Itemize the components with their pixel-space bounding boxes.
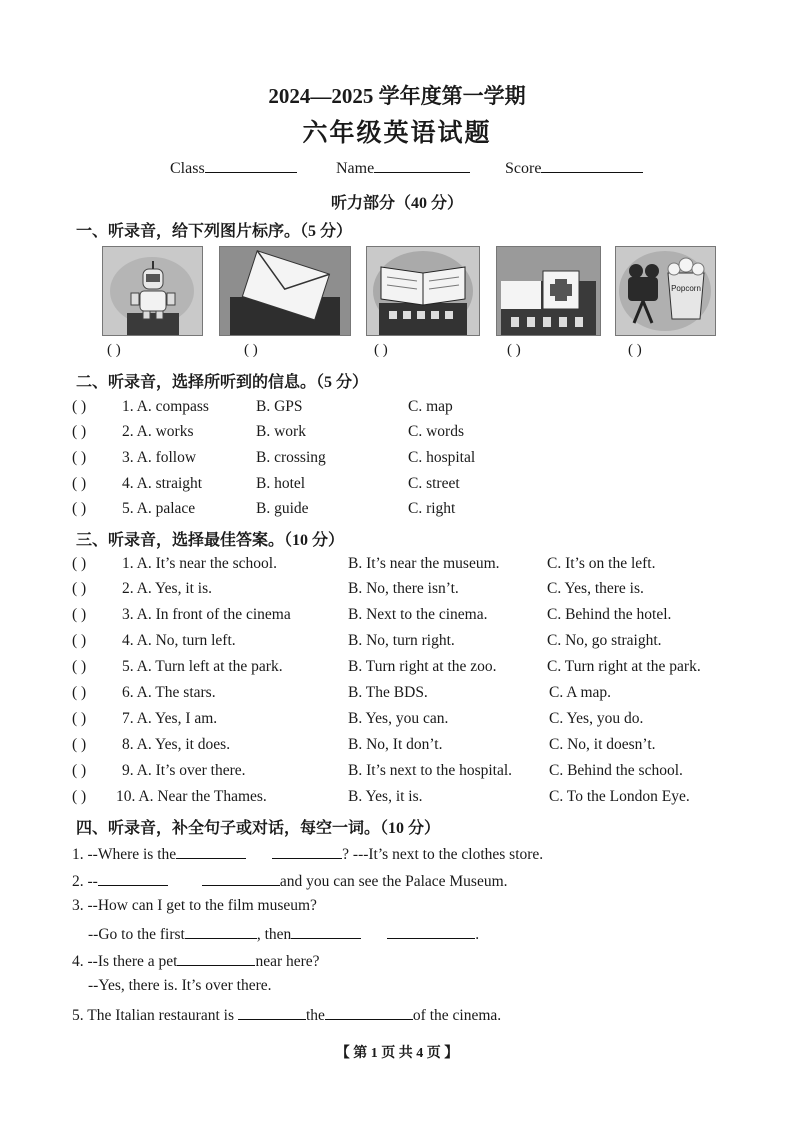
- q3-blank-3[interactable]: [387, 924, 475, 939]
- score-blank[interactable]: [541, 158, 643, 173]
- answer-bracket[interactable]: ( ): [72, 788, 87, 805]
- name-label: Name: [336, 160, 375, 177]
- option-c: C. right: [408, 500, 456, 517]
- picture-answer-1[interactable]: ( ): [107, 342, 121, 358]
- picture-answer-3[interactable]: ( ): [374, 342, 388, 358]
- picture-answer-2[interactable]: ( ): [244, 342, 258, 358]
- q2-blank-2[interactable]: [202, 871, 280, 886]
- section1-heading: 一、听录音，给下列图片标序。（5 分）: [76, 223, 353, 240]
- picture-answer-4[interactable]: ( ): [507, 342, 521, 358]
- option-c: C. It’s on the left.: [547, 555, 656, 572]
- q4-answer-line: --Yes, there is. It’s over there.: [88, 977, 272, 994]
- exam-title-term: 2024—2025 学年度第一学期: [268, 84, 526, 108]
- option-a: 4. A. straight: [122, 475, 203, 492]
- option-c: C. A map.: [549, 684, 612, 701]
- option-b: B. hotel: [256, 475, 306, 492]
- answer-bracket[interactable]: ( ): [72, 449, 87, 466]
- answer-bracket[interactable]: ( ): [72, 684, 87, 701]
- option-b: B. No, there isn’t.: [348, 580, 459, 597]
- option-b: B. crossing: [256, 449, 326, 466]
- option-a: 4. A. No, turn left.: [122, 632, 236, 649]
- option-a: 3. A. In front of the cinema: [122, 606, 291, 623]
- name-field[interactable]: [336, 158, 470, 178]
- picture-robot: [102, 246, 203, 336]
- q1-blank-1[interactable]: [176, 844, 246, 859]
- q1-text-start: 1. --Where is the: [72, 846, 177, 863]
- q2-blank-1[interactable]: [98, 871, 168, 886]
- option-b: B. It’s near the museum.: [348, 555, 500, 572]
- answer-bracket[interactable]: ( ): [72, 658, 87, 675]
- option-a: 1. A. compass: [122, 398, 209, 415]
- answer-bracket[interactable]: ( ): [72, 423, 87, 440]
- q5-blank-2[interactable]: [325, 1005, 413, 1020]
- q1-text-end: ? ---It’s next to the clothes store.: [342, 846, 544, 863]
- option-b: B. GPS: [256, 398, 303, 415]
- picture-hospital: [496, 246, 601, 336]
- hospital-icon: [497, 247, 600, 335]
- name-blank[interactable]: [374, 158, 470, 173]
- picture-answer-5[interactable]: ( ): [628, 342, 642, 358]
- answer-bracket[interactable]: ( ): [72, 500, 87, 517]
- answer-bracket[interactable]: ( ): [72, 398, 87, 415]
- popcorn-camera-icon: [616, 247, 715, 335]
- q1-blank-2[interactable]: [272, 844, 342, 859]
- q3-text-end: .: [475, 926, 480, 943]
- option-a: 2. A. works: [122, 423, 194, 440]
- option-c: C. Yes, you do.: [549, 710, 644, 727]
- option-c: C. No, go straight.: [547, 632, 662, 649]
- section2-heading: 二、听录音，选择所听到的信息。（5 分）: [76, 374, 369, 391]
- book-icon: [367, 247, 479, 335]
- option-a: 8. A. Yes, it does.: [122, 736, 231, 753]
- option-a: 9. A. It’s over there.: [122, 762, 246, 779]
- answer-bracket[interactable]: ( ): [72, 555, 87, 572]
- option-c: C. Behind the hotel.: [547, 606, 672, 623]
- score-field[interactable]: [505, 158, 643, 178]
- q4-text-start: 4. --Is there a pet: [72, 953, 178, 970]
- option-a: 3. A. follow: [122, 449, 197, 466]
- option-b: B. No, turn right.: [348, 632, 455, 649]
- q3-text-start: --Go to the first: [88, 926, 185, 943]
- option-c: C. To the London Eye.: [549, 788, 690, 805]
- fill-question-1: [72, 844, 543, 864]
- q5-text-end: of the cinema.: [412, 1007, 502, 1024]
- option-c: C. Behind the school.: [549, 762, 683, 779]
- answer-bracket[interactable]: ( ): [72, 736, 87, 753]
- option-a: 10. A. Near the Thames.: [116, 788, 267, 805]
- option-b: B. The BDS.: [348, 684, 428, 701]
- option-b: B. guide: [256, 500, 309, 517]
- option-c: C. Yes, there is.: [547, 580, 644, 597]
- q3-question: 3. --How can I get to the film museum?: [72, 897, 317, 914]
- q4-text-end: near here?: [255, 953, 320, 970]
- q3-text-mid: , then: [256, 926, 292, 943]
- option-b: B. work: [256, 423, 306, 440]
- answer-bracket[interactable]: ( ): [72, 762, 87, 779]
- option-c: C. hospital: [408, 449, 476, 466]
- robot-icon: [103, 247, 202, 335]
- option-c: C. Turn right at the park.: [547, 658, 701, 675]
- answer-bracket[interactable]: ( ): [72, 606, 87, 623]
- option-b: B. No, It don’t.: [348, 736, 443, 753]
- option-b: B. Turn right at the zoo.: [348, 658, 497, 675]
- page-footer: 【 第 1 页 共 4 页 】: [335, 1046, 459, 1061]
- class-label: Class: [170, 160, 205, 177]
- class-field[interactable]: [170, 158, 297, 178]
- option-a: 2. A. Yes, it is.: [122, 580, 213, 597]
- q3-blank-1[interactable]: [185, 924, 257, 939]
- envelope-icon: [220, 247, 350, 335]
- picture-book: [366, 246, 480, 336]
- option-a: 6. A. The stars.: [122, 684, 216, 701]
- exam-title-subject: 六年级英语试题: [302, 120, 492, 147]
- section4-heading: 四、听录音，补全句子或对话，每空一词。（10 分）: [76, 820, 441, 837]
- q5-text-mid: the: [305, 1007, 325, 1024]
- answer-bracket[interactable]: ( ): [72, 710, 87, 727]
- score-label: Score: [505, 160, 542, 177]
- option-a: 7. A. Yes, I am.: [122, 710, 218, 727]
- option-b: B. Next to the cinema.: [348, 606, 488, 623]
- fill-question-4: [72, 951, 320, 971]
- option-c: C. No, it doesn’t.: [549, 736, 656, 753]
- option-b: B. It’s next to the hospital.: [348, 762, 513, 779]
- q2-text-end: and you can see the Palace Museum.: [279, 873, 508, 890]
- section3-heading: 三、听录音，选择最佳答案。（10 分）: [76, 532, 345, 549]
- fill-question-3: [88, 924, 479, 944]
- picture-envelope: [219, 246, 351, 336]
- listening-section-title: 听力部分（40 分）: [330, 195, 463, 212]
- q5-blank-1[interactable]: [238, 1005, 306, 1020]
- q4-blank[interactable]: [177, 951, 255, 966]
- option-b: B. Yes, it is.: [348, 788, 423, 805]
- fill-question-2: [72, 871, 508, 891]
- answer-bracket[interactable]: ( ): [72, 475, 87, 492]
- answer-bracket[interactable]: ( ): [72, 580, 87, 597]
- fill-question-5: [72, 1005, 501, 1025]
- option-b: B. Yes, you can.: [348, 710, 449, 727]
- option-c: C. words: [408, 423, 464, 440]
- q2-text-start: 2. --: [72, 873, 98, 890]
- option-c: C. street: [408, 475, 460, 492]
- answer-bracket[interactable]: ( ): [72, 632, 87, 649]
- option-a: 5. A. Turn left at the park.: [122, 658, 283, 675]
- popcorn-label: Popcorn: [671, 284, 701, 293]
- picture-popcorn-camera: [615, 246, 716, 336]
- option-a: 5. A. palace: [122, 500, 196, 517]
- option-a: 1. A. It’s near the school.: [122, 555, 277, 572]
- q3-blank-2[interactable]: [291, 924, 361, 939]
- option-c: C. map: [408, 398, 453, 415]
- class-blank[interactable]: [205, 158, 297, 173]
- q5-text-start: 5. The Italian restaurant is: [72, 1007, 234, 1024]
